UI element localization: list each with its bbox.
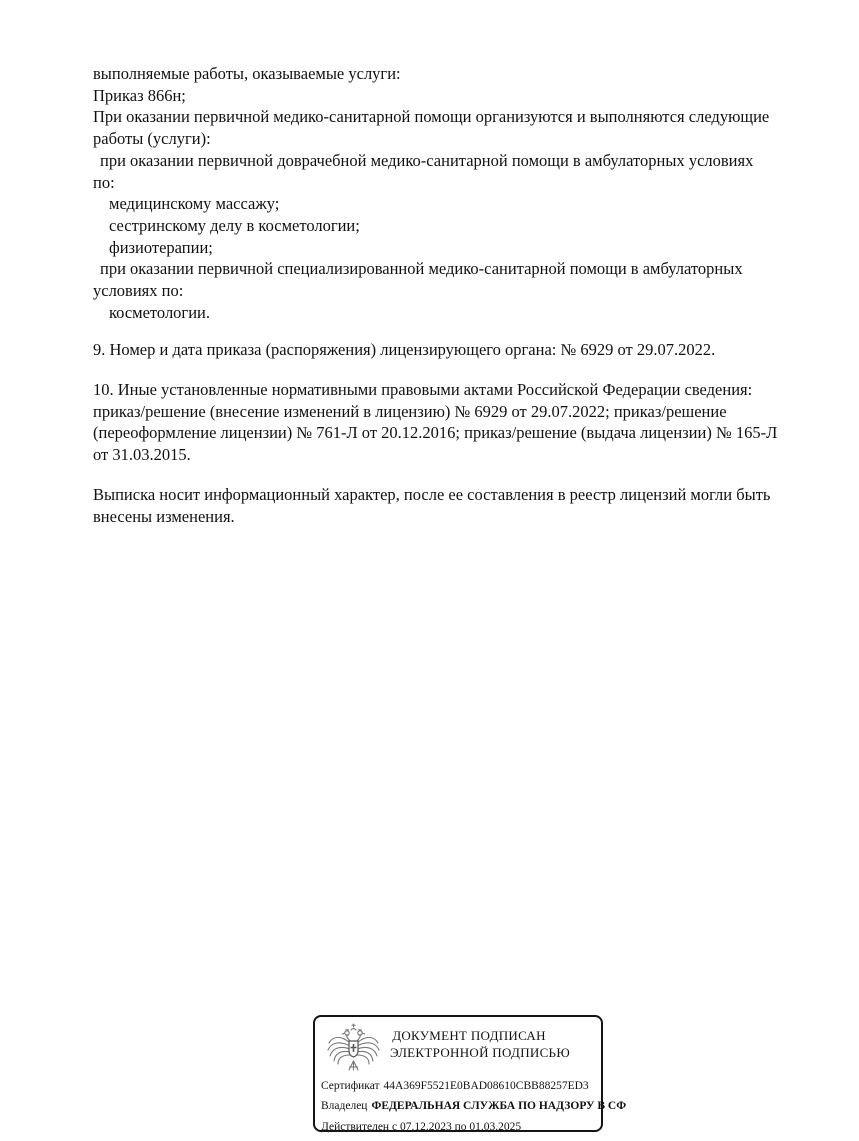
owner-label: Владелец (321, 1100, 368, 1112)
text-line: Выписка носит информационный характер, после ее составления в реестр лицензий могли быть (93, 485, 771, 504)
certificate-label: Сертификат (321, 1080, 380, 1092)
text-line: 10. Иные установленные нормативными правовыми актами Российской Федерации сведения: (93, 380, 753, 399)
validity-line (321, 1120, 597, 1135)
item-9-paragraph (93, 339, 818, 361)
informational-note (93, 484, 818, 527)
text-line: приказ/решение (внесение изменений в лицензию) № 6929 от 29.07.2022; приказ/решение (93, 401, 727, 421)
text-line: от 31.03.2015. (93, 445, 191, 465)
works-services-section (93, 63, 818, 323)
certificate-value: 44A369F5521E0BAD08610CBB88257ED3 (383, 1080, 589, 1092)
stamp-title-line1: ДОКУМЕНТ ПОДПИСАН (392, 1028, 546, 1043)
item-10-paragraph (93, 379, 818, 466)
validity-text: Действителен с 07.12.2023 по 01.03.2025 (321, 1121, 522, 1133)
double-headed-eagle-icon (325, 1023, 382, 1075)
text-line: медицинскому массажу; (109, 194, 280, 214)
text-line: (переоформление лицензии) № 761-Л от 20.12.2016; приказ/решение (выдача лицензии) № 165-Л (93, 423, 778, 443)
text-line: косметологии. (109, 302, 210, 322)
stamp-title-line2: ЭЛЕКТРОННОЙ ПОДПИСЬЮ (390, 1045, 570, 1060)
owner-value: ФЕДЕРАЛЬНАЯ СЛУЖБА ПО НАДЗОРУ В СФ (371, 1100, 627, 1112)
text-line: физиотерапии; (109, 237, 213, 257)
text-line: при оказании первичной доврачебной медико-санитарной помощи в амбулаторных условиях (100, 150, 754, 170)
signature-stamp (313, 1015, 627, 1133)
certificate-line (321, 1079, 597, 1094)
text-line: выполняемые работы, оказываемые услуги: (93, 64, 401, 83)
text-line: при оказании первичной специализированной медико-санитарной помощи в амбулаторных (100, 259, 743, 279)
text-line: При оказании первичной медико-санитарной помощи организуются и выполняются следующие (93, 107, 770, 127)
text-line: Приказ 866н; (93, 85, 186, 105)
text-line: по: (93, 172, 115, 192)
text-line: условиях по: (93, 281, 184, 301)
owner-line (321, 1099, 627, 1114)
text-line: работы (услуги): (93, 129, 211, 149)
text-line: внесены изменения. (93, 506, 235, 526)
text-line: 9. Номер и дата приказа (распоряжения) лицензирующего органа: № 6929 от 29.07.2022. (93, 340, 716, 359)
stamp-title (390, 1027, 570, 1061)
text-line: сестринскому делу в косметологии; (109, 215, 360, 235)
